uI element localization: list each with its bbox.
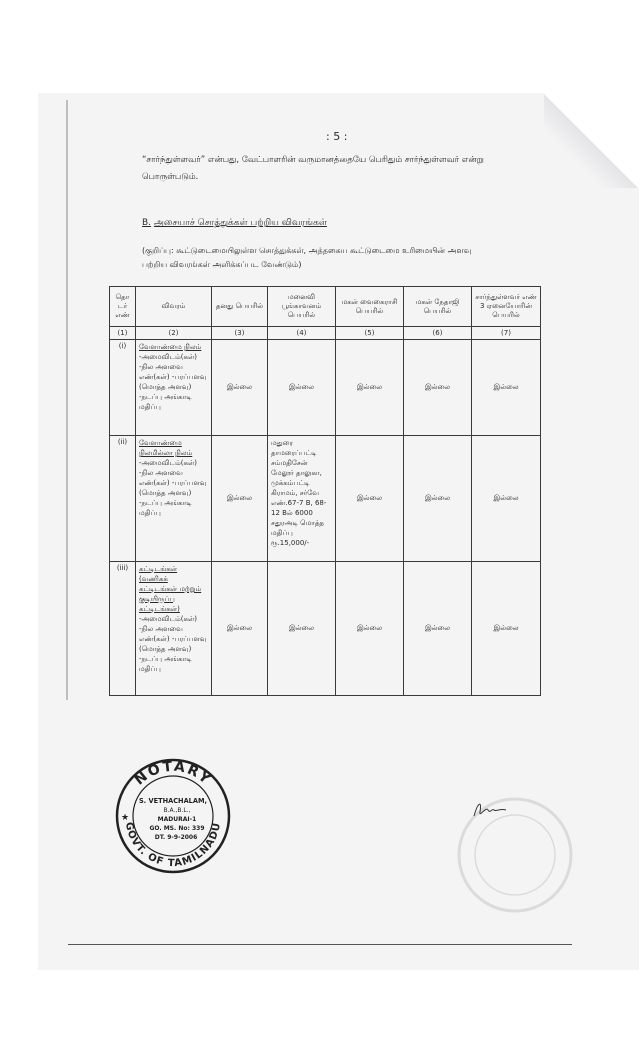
section-title: அசையாச் சொத்துக்கள் பற்றிய விவரங்கள் [153, 218, 327, 228]
row-details: -அமைவிடம்(கள்) -நில அளவை எண்(கள்) -பரப்பளவு (மொத்த அளவு) -நடப்பு அங்காடி மதிப்பு [139, 353, 207, 411]
cell-daughter-1: இல்லை [336, 436, 404, 562]
note-line-2: பற்றிய விவரங்கள் அளிக்கப்பட வேண்டும்) [142, 260, 302, 269]
row-serial: (ii) [110, 436, 136, 562]
cell-spouse: இல்லை [268, 340, 336, 436]
row-description [136, 436, 212, 562]
column-number: (2) [136, 327, 212, 340]
bottom-rule [68, 944, 572, 945]
table-row [110, 562, 541, 696]
stamp-bottom-text: GOVT. OF TAMILNADU [122, 821, 224, 870]
star-icon: ★ [121, 813, 130, 823]
column-number: (6) [404, 327, 472, 340]
row-title: வேளாண்மை நிலமில்லா நிலம் [139, 439, 193, 457]
table-row [110, 436, 541, 562]
column-number-row [110, 327, 541, 340]
stamp-top-text: NOTARY [131, 758, 215, 789]
cell-daughter-1: இல்லை [336, 340, 404, 436]
stamp-go: GO. MS. No: 339 [149, 825, 205, 832]
row-serial: (i) [110, 340, 136, 436]
header-daughter-2: மகள் நேதாஜி பெயரில் [404, 287, 472, 327]
cell-spouse: மதுரை தாமரைப்பட்டி சம்மதிசேன் மேலூர் தாலுகா, முக்கம்பட்டி கிராமம், சர்வே எண்.67-7 B, 68-12 Bல் 6000 சதுரஅடி மொத்த மதிப்பு ரூ.15,000/- [268, 436, 336, 562]
section-heading [142, 218, 327, 229]
row-serial: (iii) [110, 562, 136, 696]
intro-line-1: “சார்ந்துள்ளவர்” என்பது, வேட்பாளரின் வருமானத்தையே பெரிதும் சார்ந்துள்ளவர் என்று [142, 155, 484, 165]
row-title: கட்டிடங்கள் (வணிகக் கட்டிடங்கள் மற்றும் குடியிருப்பு கட்டிடங்கள்) [139, 565, 202, 613]
notary-stamp [114, 757, 232, 875]
header-serial: தொ டர் எண் [110, 287, 136, 327]
signature [470, 798, 510, 822]
table-row [110, 340, 541, 436]
row-description [136, 340, 212, 436]
left-scan-edge [66, 100, 68, 700]
column-number: (1) [110, 327, 136, 340]
cell-self: இல்லை [212, 436, 268, 562]
cell-daughter-2: இல்லை [404, 436, 472, 562]
stamp-place: MADURAI-1 [157, 816, 197, 823]
section-label: B. [142, 218, 152, 228]
row-description [136, 562, 212, 696]
column-number: (7) [472, 327, 541, 340]
header-dependent-3: சார்ந்துள்ளவர் எண் 3 ஏனையோரின் பெயரில் [472, 287, 541, 327]
stamp-date: DT. 9-9-2006 [154, 834, 198, 841]
cell-daughter-1: இல்லை [336, 562, 404, 696]
row-details: -அமைவிடம்(கள்) -நில அளவை எண்(கள்) -பரப்பளவு (மொத்த அளவு) -நடப்பு அங்காடி மதிப்பு [139, 459, 207, 517]
cell-dependent-3: இல்லை [472, 562, 541, 696]
section-note [142, 244, 562, 272]
immovable-assets-table [109, 286, 541, 696]
row-title: வேளாண்மை நிலம் [139, 343, 202, 351]
header-description: விவரம் [136, 287, 212, 327]
column-number: (4) [268, 327, 336, 340]
cell-self: இல்லை [212, 340, 268, 436]
intro-paragraph [142, 152, 562, 186]
cell-self: இல்லை [212, 562, 268, 696]
header-spouse: மனைவி பூங்காவனம் பெயரில் [268, 287, 336, 327]
stamp-degree: B.A.,B.L., [163, 807, 191, 814]
cell-dependent-3: இல்லை [472, 340, 541, 436]
column-number: (5) [336, 327, 404, 340]
note-line-1: (குறிப்பு: கூட்டுடைமையிலுள்ள சொத்துக்கள், அத்தகைய கூட்டுடைமை உரிமையின் அளவு [142, 246, 472, 255]
cell-spouse: இல்லை [268, 562, 336, 696]
page-number: : 5 : [326, 130, 348, 143]
row-details: -அமைவிடம்(கள்) -நில அளவை எண்(கள்) -பரப்பளவு (மொத்த அளவு) -நடப்பு அங்காடி மதிப்பு [139, 615, 207, 673]
intro-line-2: பொருள்படும். [142, 172, 199, 182]
cell-daughter-2: இல்லை [404, 340, 472, 436]
column-number: (3) [212, 327, 268, 340]
cell-daughter-2: இல்லை [404, 562, 472, 696]
svg-text:NOTARY [132, 759, 215, 789]
stamp-name: S. VETHACHALAM, [138, 797, 208, 805]
header-daughter-1: மகள் வைகைராசி பெயரில் [336, 287, 404, 327]
header-self: தனது பெயரில் [212, 287, 268, 327]
cell-dependent-3: இல்லை [472, 436, 541, 562]
table-header-row [110, 287, 541, 327]
